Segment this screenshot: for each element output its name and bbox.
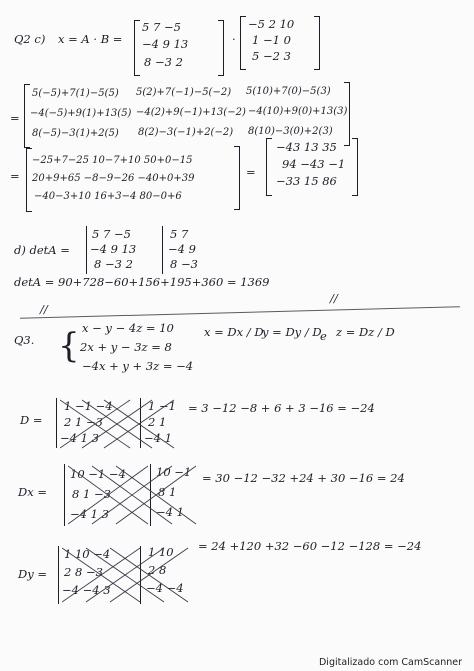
dx-calculation: = 30 −12 −32 +24 + 30 −16 = 24 bbox=[202, 471, 405, 485]
dy-row-2: 2 8 −3 bbox=[64, 565, 103, 579]
d-ext-row-1: 1 −1 bbox=[148, 399, 176, 413]
q2c-expression: x = A · B = bbox=[58, 32, 123, 46]
d-left-bar bbox=[56, 398, 57, 448]
expansion-r3c3: 8(10)−3(0)+2(3) bbox=[248, 126, 333, 137]
dy-ext-row-1: 1 10 bbox=[148, 545, 174, 559]
cramer-e: e bbox=[320, 329, 327, 343]
det-a-row-2: −4 9 13 bbox=[90, 242, 137, 256]
dy-calculation: = 24 +120 +32 −60 −12 −128 = −24 bbox=[198, 539, 422, 553]
expansion-r1c3: 5(10)+7(0)−5(3) bbox=[246, 86, 331, 97]
dot-operator: · bbox=[232, 32, 236, 46]
matrix-a-row-3: 8 −3 2 bbox=[144, 55, 183, 69]
dy-row-1: 1 10 −4 bbox=[64, 547, 111, 561]
partial-equals-2: = bbox=[246, 165, 256, 179]
matrix-a-right-bracket bbox=[218, 20, 224, 76]
det-a-row-3: 8 −3 2 bbox=[94, 257, 133, 271]
dy-left-bar bbox=[58, 546, 59, 604]
matrix-b-row-2: 1 −1 0 bbox=[252, 33, 291, 47]
cramer-y-formula: y = Dy / D bbox=[262, 325, 322, 339]
d-row-2: 2 1 −3 bbox=[64, 415, 103, 429]
dy-sarrus-lines bbox=[62, 546, 196, 604]
system-brace: { bbox=[58, 326, 80, 366]
system-eq-1: x − y − 4z = 10 bbox=[82, 321, 174, 335]
system-eq-3: −4x + y + 3z = −4 bbox=[82, 359, 194, 373]
det-a-ext-row-2: −4 9 bbox=[168, 242, 196, 256]
d-ext-row-3: −4 1 bbox=[144, 431, 172, 445]
d-ext-row-2: 2 1 bbox=[148, 415, 167, 429]
matrix-b-left-bracket bbox=[240, 16, 246, 70]
dx-row-3: −4 1 3 bbox=[70, 507, 109, 521]
dy-ext-row-2: 2 8 bbox=[148, 563, 167, 577]
dx-ext-row-2: 8 1 bbox=[158, 485, 177, 499]
det-a-ext-row-1: 5 7 bbox=[170, 227, 189, 241]
q3-label: Q3. bbox=[14, 333, 35, 347]
separator-mark-right: // bbox=[330, 291, 338, 305]
expansion-r3c2: 8(2)−3(−1)+2(−2) bbox=[138, 127, 234, 138]
separator-mark-left: // bbox=[40, 302, 48, 316]
section-divider bbox=[20, 306, 460, 319]
dx-sarrus-lines bbox=[68, 464, 204, 526]
dx-ext-row-3: −4 1 bbox=[156, 505, 184, 519]
dy-label: Dy = bbox=[18, 567, 48, 581]
result-left-bracket bbox=[266, 138, 272, 196]
dx-row-2: 8 1 −3 bbox=[72, 487, 111, 501]
dx-label: Dx = bbox=[18, 485, 47, 499]
dx-left-bar bbox=[64, 464, 65, 526]
d-calculation: = 3 −12 −8 + 6 + 3 −16 = −24 bbox=[188, 401, 375, 415]
d-label: D = bbox=[20, 413, 43, 427]
dx-row-1: 10 −1 −4 bbox=[70, 467, 126, 481]
result-row-3: −33 15 86 bbox=[276, 174, 337, 188]
det-a-row-1: 5 7 −5 bbox=[92, 227, 131, 241]
matrix-b-row-1: −5 2 10 bbox=[248, 17, 295, 31]
partial-equals: = bbox=[10, 169, 20, 183]
d-sarrus-lines bbox=[60, 398, 190, 450]
det-a-left-bar bbox=[86, 226, 87, 274]
partial-row-2: 20+9+65 −8−9−26 −40+0+39 bbox=[32, 173, 195, 184]
result-row-2: 94 −43 −1 bbox=[282, 157, 346, 171]
partial-right-bracket bbox=[234, 146, 240, 210]
matrix-a-row-1: 5 7 −5 bbox=[142, 20, 181, 34]
dy-row-3: −4 −4 3 bbox=[62, 583, 111, 597]
partial-row-3: −40−3+10 16+3−4 80−0+6 bbox=[34, 191, 182, 202]
det-a-right-bar bbox=[162, 226, 163, 274]
expansion-r2c2: −4(2)+9(−1)+13(−2) bbox=[136, 107, 246, 118]
det-a-result: detA = 90+728−60+156+195+360 = 1369 bbox=[14, 275, 270, 289]
d-row-1: 1 −1 −4 bbox=[64, 399, 113, 413]
partial-row-1: −25+7−25 10−7+10 50+0−15 bbox=[32, 155, 193, 166]
q2c-label: Q2 c) bbox=[14, 32, 46, 46]
expansion-r1c2: 5(2)+7(−1)−5(−2) bbox=[136, 87, 232, 98]
system-eq-2: 2x + y − 3z = 8 bbox=[80, 340, 172, 354]
dy-ext-row-3: −4 −4 bbox=[146, 581, 184, 595]
cramer-x-formula: x = Dx / D bbox=[204, 325, 264, 339]
dx-ext-row-1: 10 −1 bbox=[156, 465, 192, 479]
matrix-a-left-bracket bbox=[134, 20, 140, 76]
matrix-b-row-3: 5 −2 3 bbox=[252, 49, 291, 63]
expansion-equals: = bbox=[10, 111, 20, 125]
result-row-1: −43 13 35 bbox=[276, 140, 337, 154]
d-row-3: −4 1 3 bbox=[60, 431, 99, 445]
result-right-bracket bbox=[352, 138, 358, 196]
cramer-z-formula: z = Dz / D bbox=[336, 325, 395, 339]
expansion-r1c1: 5(−5)+7(1)−5(5) bbox=[32, 88, 119, 99]
expansion-r3c1: 8(−5)−3(1)+2(5) bbox=[32, 128, 119, 139]
expansion-r2c3: −4(10)+9(0)+13(3) bbox=[248, 106, 348, 117]
matrix-a-row-2: −4 9 13 bbox=[142, 37, 189, 51]
matrix-b-right-bracket bbox=[314, 16, 320, 70]
q2d-label: d) detA = bbox=[14, 243, 70, 257]
expansion-r2c1: −4(−5)+9(1)+13(5) bbox=[30, 108, 132, 119]
scanner-watermark: Digitalizado com CamScanner bbox=[318, 657, 462, 668]
det-a-ext-row-3: 8 −3 bbox=[170, 257, 198, 271]
